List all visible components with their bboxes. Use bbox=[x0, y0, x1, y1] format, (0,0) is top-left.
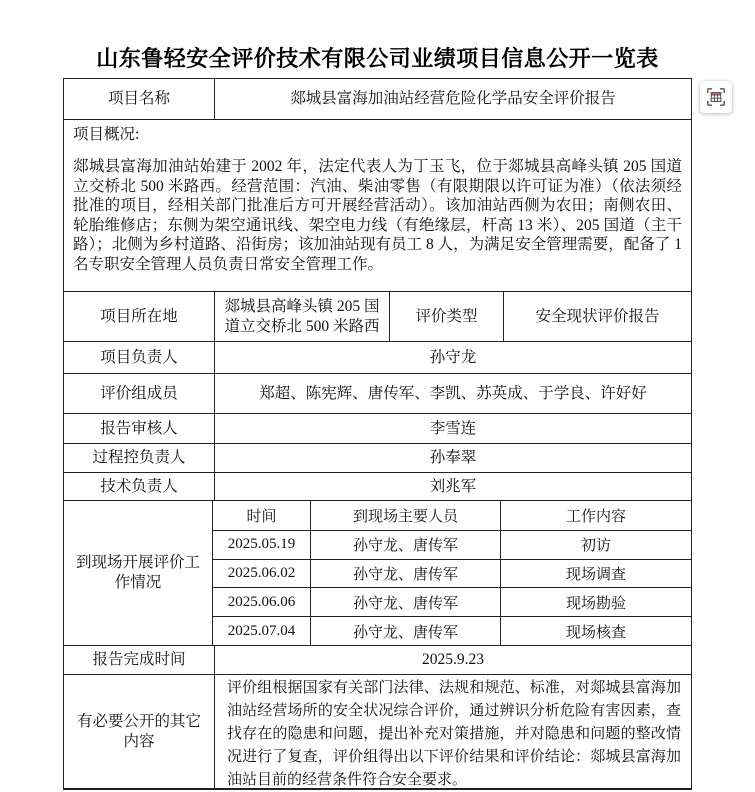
visit-people: 孙守龙、唐传军 bbox=[310, 560, 500, 588]
table-tool-button[interactable] bbox=[700, 81, 732, 113]
overview-text: 郯城县富海加油站始建于 2002 年，法定代表人为丁玉飞，位于郯城县高峰头镇 205 国道立交桥北 500 米路西。经营范围：汽油、柴油零售（有限期限以许可证为准）（依法须经批准的项目，经相关部门批准后方可开展经营活动）。该加油站西侧为农田；南侧农田、轮胎维修店；东侧为架空通讯线、架空电力线（有绝缘层，杆高 13 米）、205 国道（主干路）；北侧为乡村道路、沿街房；该加油站现有员工 8 人，为满足安全管理需要，配备了 1 名专职安全管理人员负责日常安全管理工作。 bbox=[73, 158, 682, 273]
row-project-leader bbox=[64, 341, 691, 373]
project-name-label: 项目名称 bbox=[107, 90, 170, 107]
visit-content: 初访 bbox=[500, 531, 691, 559]
row-process-controller bbox=[64, 443, 691, 472]
completion-label: 报告完成时间 bbox=[92, 651, 186, 668]
eval-type-value: 安全现状评价报告 bbox=[503, 292, 691, 341]
location-value: 郯城县高峰头镇 205 国道立交桥北 500 米路西 bbox=[214, 292, 389, 341]
row-team-members bbox=[64, 373, 691, 413]
site-visits-label: 到现场开展评价工作情况 bbox=[75, 554, 200, 591]
site-visit-row bbox=[213, 587, 691, 616]
visit-people: 孙守龙、唐传军 bbox=[310, 588, 500, 616]
visits-header-content: 工作内容 bbox=[500, 501, 691, 530]
team-members-label: 评价组成员 bbox=[100, 384, 178, 402]
row-project-overview bbox=[64, 119, 691, 291]
site-visits-subtable bbox=[212, 501, 691, 645]
report-reviewer-label: 报告审核人 bbox=[100, 419, 178, 437]
project-info-table bbox=[63, 78, 692, 790]
visits-header-time: 时间 bbox=[246, 508, 277, 525]
other-content-text: 评价组根据国家有关部门法律、法规和规范、标准，对郯城县富海加油站经营场所的安全状况综合评价，通过辨识分析危险有害因素，查找存在的隐患和问题，提出补充对策措施，并对隐患和问题的整改情况进行了复查，评价组得出以下评价结果和评价结论：郯城县富海加油站目前的经营条件符合安全要求。 bbox=[214, 675, 691, 788]
site-visit-row bbox=[213, 559, 691, 588]
visit-date: 2025.06.02 bbox=[227, 564, 296, 581]
location-label: 项目所在地 bbox=[100, 307, 178, 325]
completion-value: 2025.9.23 bbox=[214, 646, 691, 674]
table-selection-icon bbox=[706, 87, 726, 107]
process-controller-label: 过程控负责人 bbox=[92, 449, 186, 466]
technical-leader-value: 刘兆军 bbox=[214, 473, 691, 500]
overview-label: 项目概况: bbox=[73, 126, 140, 143]
row-other-content bbox=[64, 674, 691, 788]
project-leader-value: 孙守龙 bbox=[214, 342, 691, 373]
project-overview-cell bbox=[64, 120, 691, 291]
visit-people: 孙守龙、唐传军 bbox=[310, 531, 500, 559]
visit-content: 现场核查 bbox=[500, 617, 691, 645]
visit-date: 2025.06.06 bbox=[227, 593, 296, 610]
project-name-value: 郯城县富海加油站经营危险化学品安全评价报告 bbox=[214, 79, 691, 119]
site-visit-row bbox=[213, 530, 691, 559]
visits-header-people: 到现场主要人员 bbox=[310, 501, 500, 530]
other-content-label: 有必要公开的其它内容 bbox=[76, 712, 201, 750]
site-visit-row bbox=[213, 616, 691, 645]
technical-leader-label: 技术负责人 bbox=[100, 477, 178, 495]
project-leader-label: 项目负责人 bbox=[100, 348, 178, 366]
row-site-visits bbox=[64, 500, 691, 645]
visit-people: 孙守龙、唐传军 bbox=[310, 617, 500, 645]
row-project-name bbox=[64, 79, 691, 119]
eval-type-label: 评价类型 bbox=[389, 292, 503, 341]
site-visits-header-row bbox=[213, 501, 691, 530]
report-reviewer-value: 李雪连 bbox=[214, 414, 691, 443]
visit-content: 现场勘验 bbox=[500, 588, 691, 616]
row-completion-date bbox=[64, 645, 691, 674]
row-location-and-type bbox=[64, 291, 691, 341]
team-members-value: 郑超、陈宪辉、唐传军、李凯、苏英成、于学良、许好好 bbox=[214, 374, 691, 413]
visit-content: 现场调查 bbox=[500, 560, 691, 588]
process-controller-value: 孙奉翠 bbox=[214, 444, 691, 472]
row-technical-leader bbox=[64, 472, 691, 500]
page-title: 山东鲁轻安全评价技术有限公司业绩项目信息公开一览表 bbox=[96, 46, 659, 71]
visit-date: 2025.07.04 bbox=[227, 622, 296, 639]
row-report-reviewer bbox=[64, 413, 691, 443]
visit-date: 2025.05.19 bbox=[227, 536, 296, 553]
